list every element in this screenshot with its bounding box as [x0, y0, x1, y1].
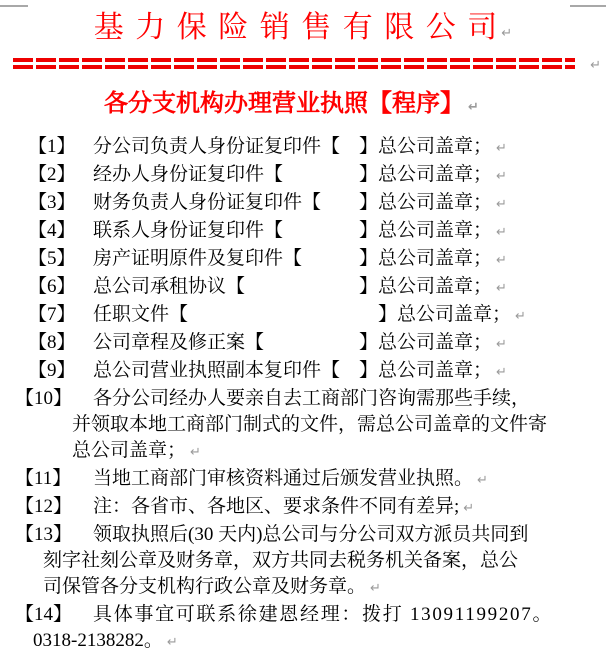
item-number: 【6】 — [28, 276, 76, 297]
list-item-6 — [0, 274, 606, 302]
list-item-5 — [0, 246, 606, 274]
divider-bar-bottom — [13, 65, 575, 69]
item-text: 总公司盖章； — [72, 440, 187, 461]
paragraph-mark-icon: ↵ — [496, 253, 507, 268]
procedure-list — [0, 134, 606, 656]
page-corner-mark-left — [0, 5, 28, 7]
item-text: 分公司负责人身份证复印件【 】总公司盖章； — [93, 136, 493, 157]
list-item-8 — [0, 330, 606, 358]
item-text: 注：各省市、各地区、要求条件不同有差异; — [93, 496, 460, 517]
item-text: 刻字社刻公章及财务章，双方共同去税务机关备案，总公 — [43, 550, 519, 571]
item-text: 经办人身份证复印件【 】总公司盖章； — [93, 164, 493, 185]
item-text: 任职文件【 】总公司盖章； — [93, 304, 512, 325]
paragraph-mark-icon: ↵ — [477, 473, 488, 488]
item-number: 【12】 — [15, 496, 73, 517]
list-item-11 — [0, 466, 606, 494]
item-number: 【4】 — [28, 220, 76, 241]
paragraph-mark-icon: ↵ — [496, 225, 507, 240]
paragraph-mark-icon: ↵ — [166, 635, 178, 650]
list-item-12 — [0, 494, 606, 522]
paragraph-mark-icon: ↵ — [590, 58, 601, 73]
item-number: 【10】 — [15, 388, 73, 409]
item-text: 并领取本地工商部门制式的文件，需总公司盖章的文件寄 — [72, 414, 548, 435]
item-number: 【3】 — [28, 192, 76, 213]
list-item-13 — [0, 522, 606, 602]
item-number: 【7】 — [28, 304, 76, 325]
paragraph-mark-icon: ↵ — [501, 26, 513, 41]
item-number: 【8】 — [28, 332, 76, 353]
list-item-3 — [0, 190, 606, 218]
paragraph-mark-icon: ↵ — [496, 169, 507, 184]
list-item-10 — [0, 386, 606, 466]
item-text: 领取执照后(30 天内)总公司与分公司双方派员共同到 — [93, 524, 529, 545]
paragraph-mark-icon: ↵ — [190, 445, 201, 460]
company-title — [0, 5, 606, 50]
divider-bar-top — [13, 58, 575, 62]
paragraph-mark-icon: ↵ — [496, 337, 507, 352]
item-text: 财务负责人身份证复印件【 】总公司盖章； — [93, 192, 493, 213]
divider-bars — [13, 58, 575, 69]
list-item-14 — [0, 602, 606, 656]
paragraph-mark-icon: ↵ — [468, 100, 479, 115]
paragraph-mark-icon: ↵ — [496, 365, 507, 380]
item-text: 公司章程及修正案【 】总公司盖章； — [93, 332, 493, 353]
item-text: 当地工商部门审核资料通过后颁发营业执照。 — [93, 468, 474, 489]
list-item-7 — [0, 302, 606, 330]
item-text: 联系人身份证复印件【 】总公司盖章； — [93, 220, 493, 241]
item-number: 【13】 — [15, 524, 73, 545]
document-title — [0, 87, 606, 125]
page-corner-mark-right — [570, 5, 606, 7]
item-text: 房产证明原件及复印件【 】总公司盖章； — [93, 248, 493, 269]
paragraph-mark-icon: ↵ — [496, 141, 507, 156]
company-title-text: 基 力 保 险 销 售 有 限 公 司 — [93, 11, 498, 44]
paragraph-mark-icon: ↵ — [515, 309, 526, 324]
list-item-4 — [0, 218, 606, 246]
document-title-text: 各分支机构办理营业执照【程序】 — [104, 91, 464, 117]
item-text: 0318-2138282。 — [33, 630, 163, 651]
paragraph-mark-icon: ↵ — [370, 581, 381, 596]
item-number: 【1】 — [28, 136, 76, 157]
paragraph-mark-icon: ↵ — [496, 281, 507, 296]
paragraph-mark-icon: ↵ — [496, 197, 507, 212]
item-text: 各分公司经办人要亲自去工商部门咨询需那些手续， — [93, 388, 531, 409]
item-text: 司保管各分支机构行政公章及财务章。 — [43, 576, 367, 597]
item-number: 【11】 — [15, 468, 72, 489]
list-item-2 — [0, 162, 606, 190]
list-item-9 — [0, 358, 606, 386]
item-number: 【2】 — [28, 164, 76, 185]
item-text: 总公司营业执照副本复印件【 】总公司盖章； — [93, 360, 493, 381]
item-number: 【14】 — [15, 604, 73, 625]
list-item-1 — [0, 134, 606, 162]
item-text: 具体事宜可联系徐建恩经理：拨打 13091199207。 — [93, 604, 554, 625]
item-number: 【5】 — [28, 248, 76, 269]
item-text: 总公司承租协议【 】总公司盖章； — [93, 276, 493, 297]
paragraph-mark-icon: ↵ — [463, 501, 475, 516]
item-number: 【9】 — [28, 360, 76, 381]
double-line-divider — [13, 58, 601, 73]
